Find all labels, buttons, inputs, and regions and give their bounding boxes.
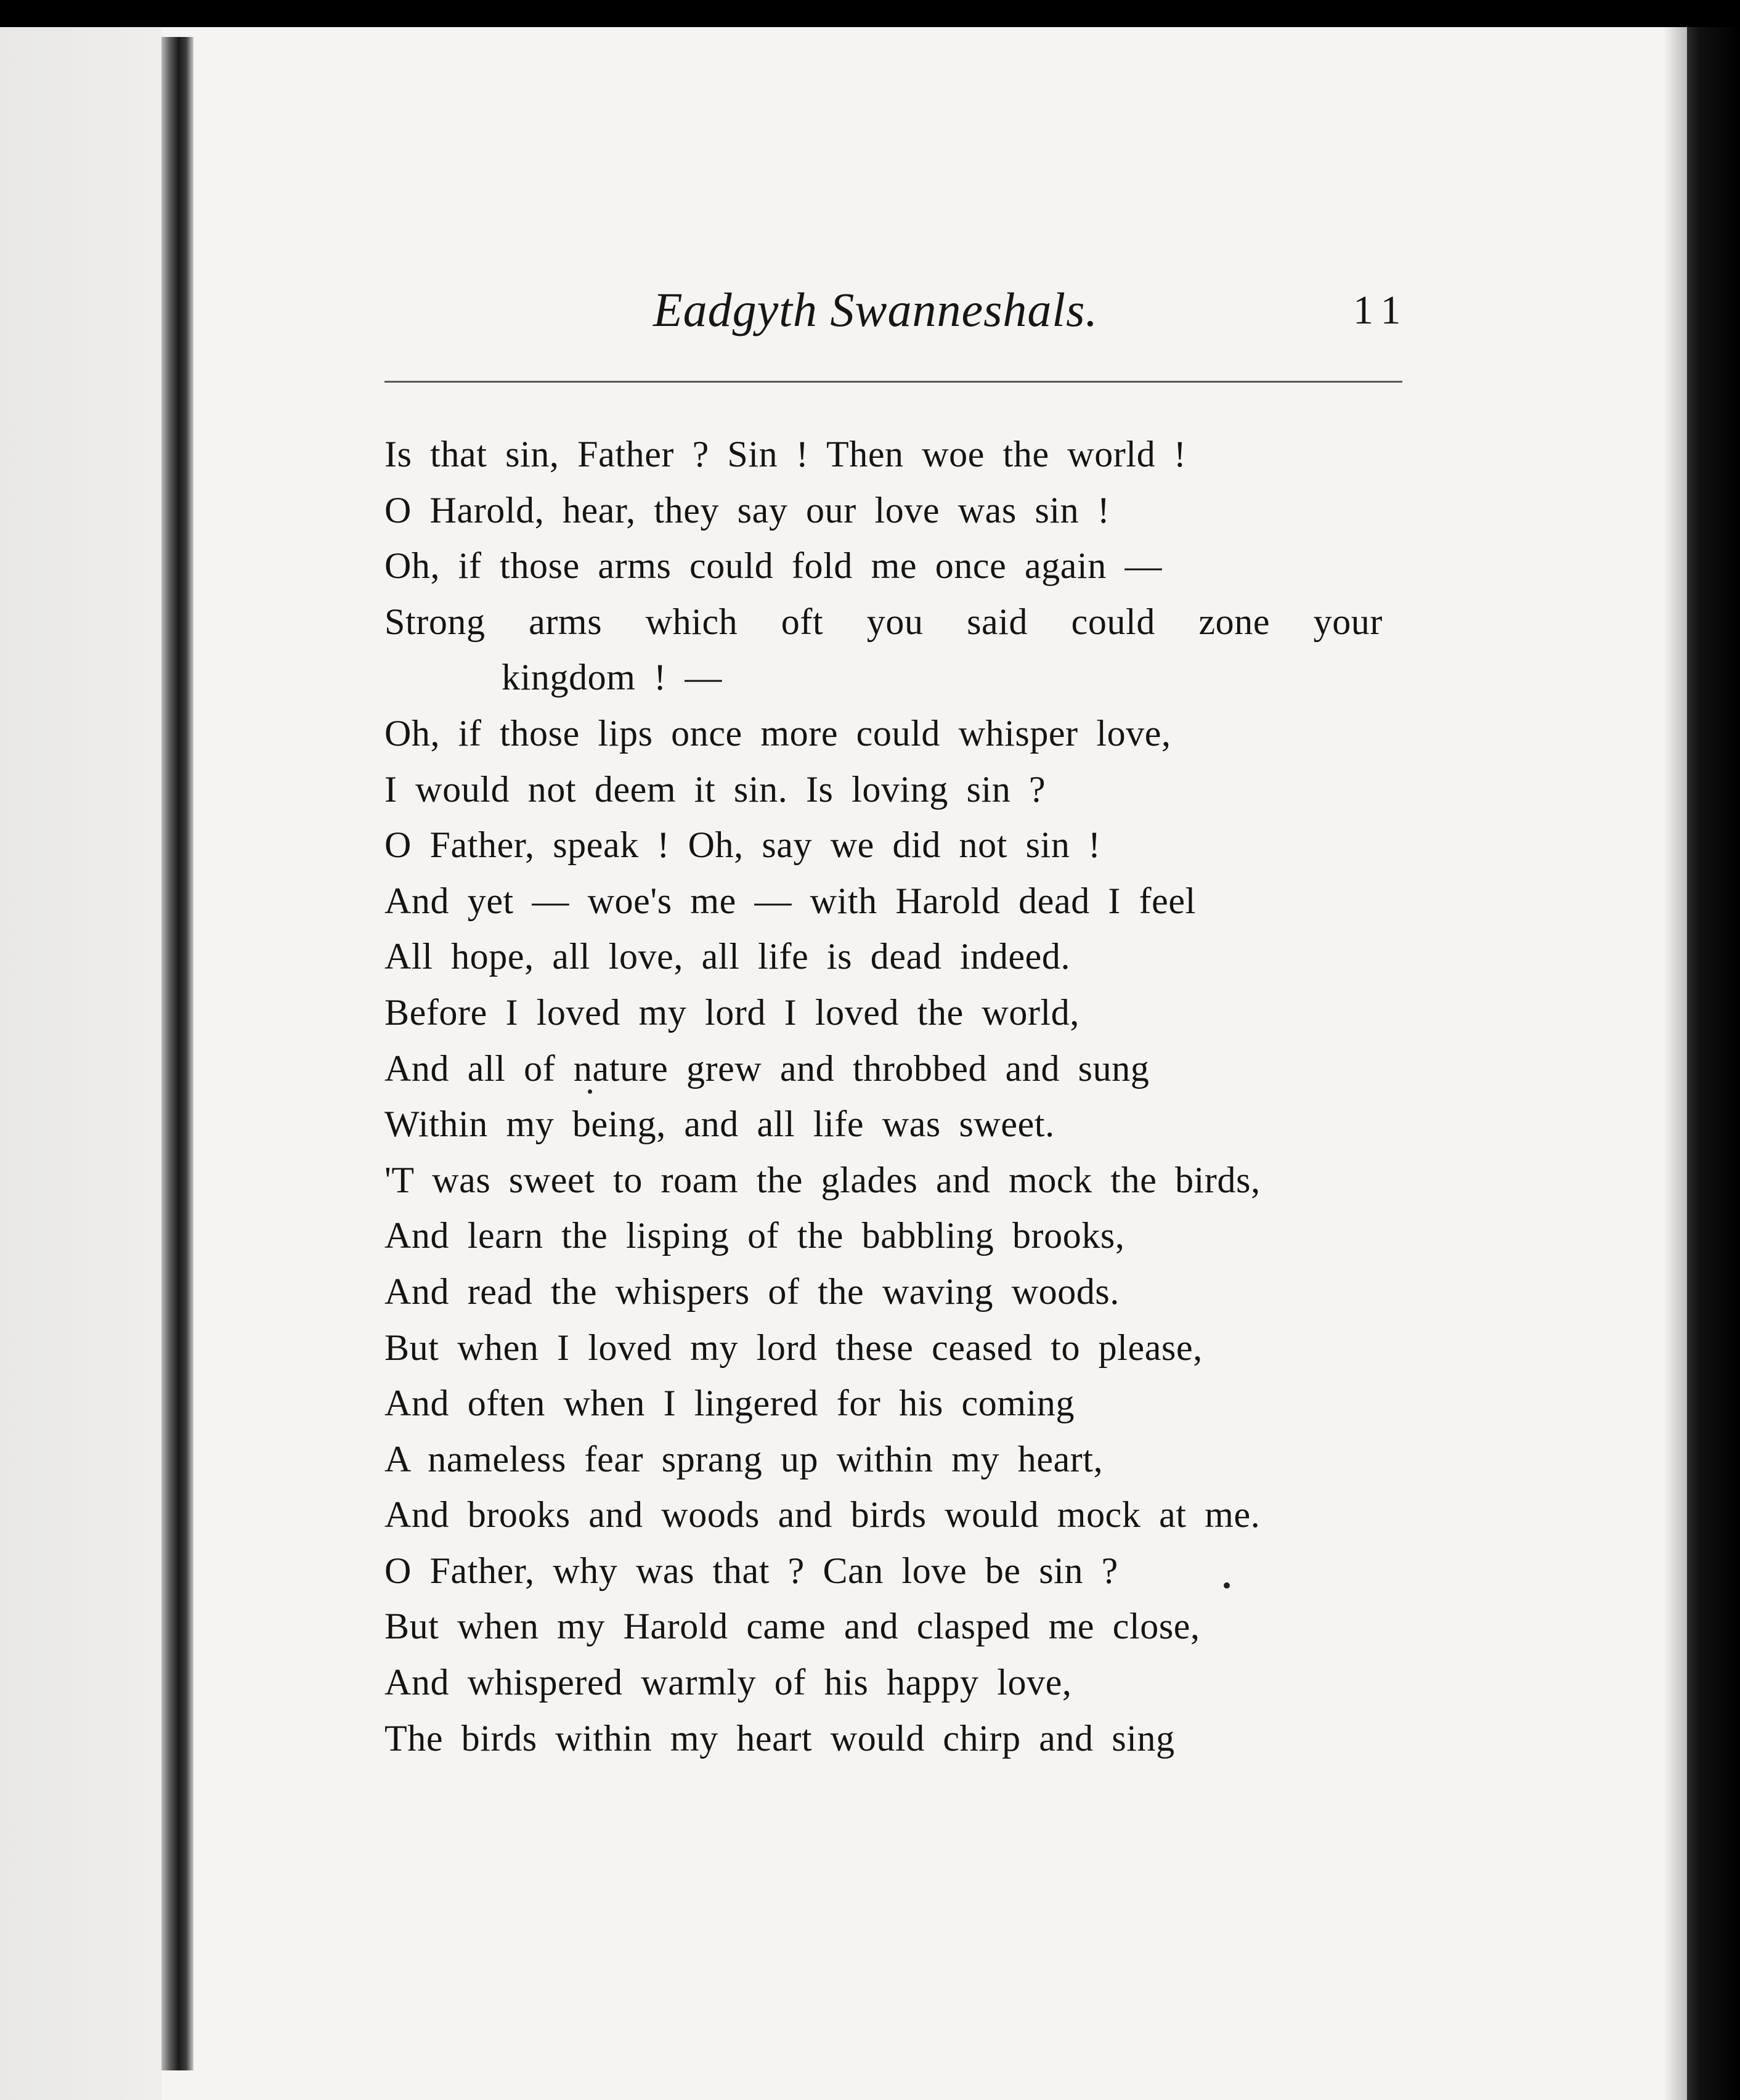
poem-line: I would not deem it sin. Is loving sin ? — [384, 768, 1046, 810]
poem-word: your — [1313, 601, 1383, 642]
poem-line: And learn the lisping of the babbling brooks, — [384, 1215, 1125, 1256]
poem-line: 'T was sweet to roam the glades and mock the birds, — [384, 1159, 1261, 1200]
poem-line: And brooks and woods and birds would mock at me. — [384, 1494, 1261, 1536]
poem-line: But when I loved my lord these ceased to please, — [384, 1327, 1203, 1368]
poem-line-turnover: kingdom ! — — [502, 657, 722, 698]
poem-word: oft — [781, 601, 824, 642]
poem-line: And all of nature grew and throbbed and sung — [384, 1048, 1150, 1089]
poem-line: And read the whispers of the waving woods. — [384, 1271, 1120, 1312]
poem-word: said — [967, 601, 1028, 642]
page-number: 11 — [1353, 288, 1410, 333]
page-edge-shade — [1664, 27, 1688, 2100]
poem-line: All hope, all love, all life is dead indeed. — [384, 936, 1071, 977]
poem-word: could — [1071, 601, 1155, 642]
poem-line: But when my Harold came and clasped me close, — [384, 1606, 1200, 1647]
header-rule — [384, 381, 1402, 383]
poem-line: Is that sin, Father ? Sin ! Then woe the world ! — [384, 434, 1187, 474]
left-margin — [0, 27, 161, 2100]
poem-line: Oh, if those arms could fold me once again — — [384, 545, 1163, 587]
poem-line: Oh, if those lips once more could whisper love, — [384, 712, 1171, 754]
poem-line: And yet — woe's me — with Harold dead I feel — [384, 880, 1196, 921]
scan-border-right — [1687, 27, 1740, 2100]
scan-border-top — [0, 0, 1740, 30]
binding-gutter-shadow — [161, 37, 193, 2070]
poem-line-justified — [384, 594, 1383, 650]
poem-word: zone — [1198, 601, 1270, 642]
poem-word: arms — [529, 601, 603, 642]
running-title: Eadgyth Swanneshals. — [653, 283, 1098, 336]
poem-line: O Harold, hear, they say our love was sin ! — [384, 489, 1110, 531]
poem-line: And whispered warmly of his happy love, — [384, 1662, 1072, 1703]
print-speck — [1224, 1582, 1230, 1589]
poem-line: Before I loved my lord I loved the world, — [384, 991, 1080, 1033]
poem-line: The birds within my heart would chirp and sing — [384, 1717, 1175, 1759]
poem-word: Strong — [384, 601, 486, 642]
poem-line: A nameless fear sprang up within my heart, — [384, 1438, 1104, 1479]
poem-line: O Father, speak ! Oh, say we did not sin ! — [384, 824, 1101, 866]
poem-line: And often when I lingered for his coming — [384, 1383, 1075, 1424]
poem-text — [384, 426, 1383, 1766]
poem-line: Within my being, and all life was sweet. — [384, 1104, 1055, 1145]
print-speck — [588, 1089, 592, 1094]
poem-line: O Father, why was that ? Can love be sin ? — [384, 1550, 1118, 1591]
poem-word: you — [866, 601, 924, 642]
poem-word: which — [645, 601, 738, 642]
